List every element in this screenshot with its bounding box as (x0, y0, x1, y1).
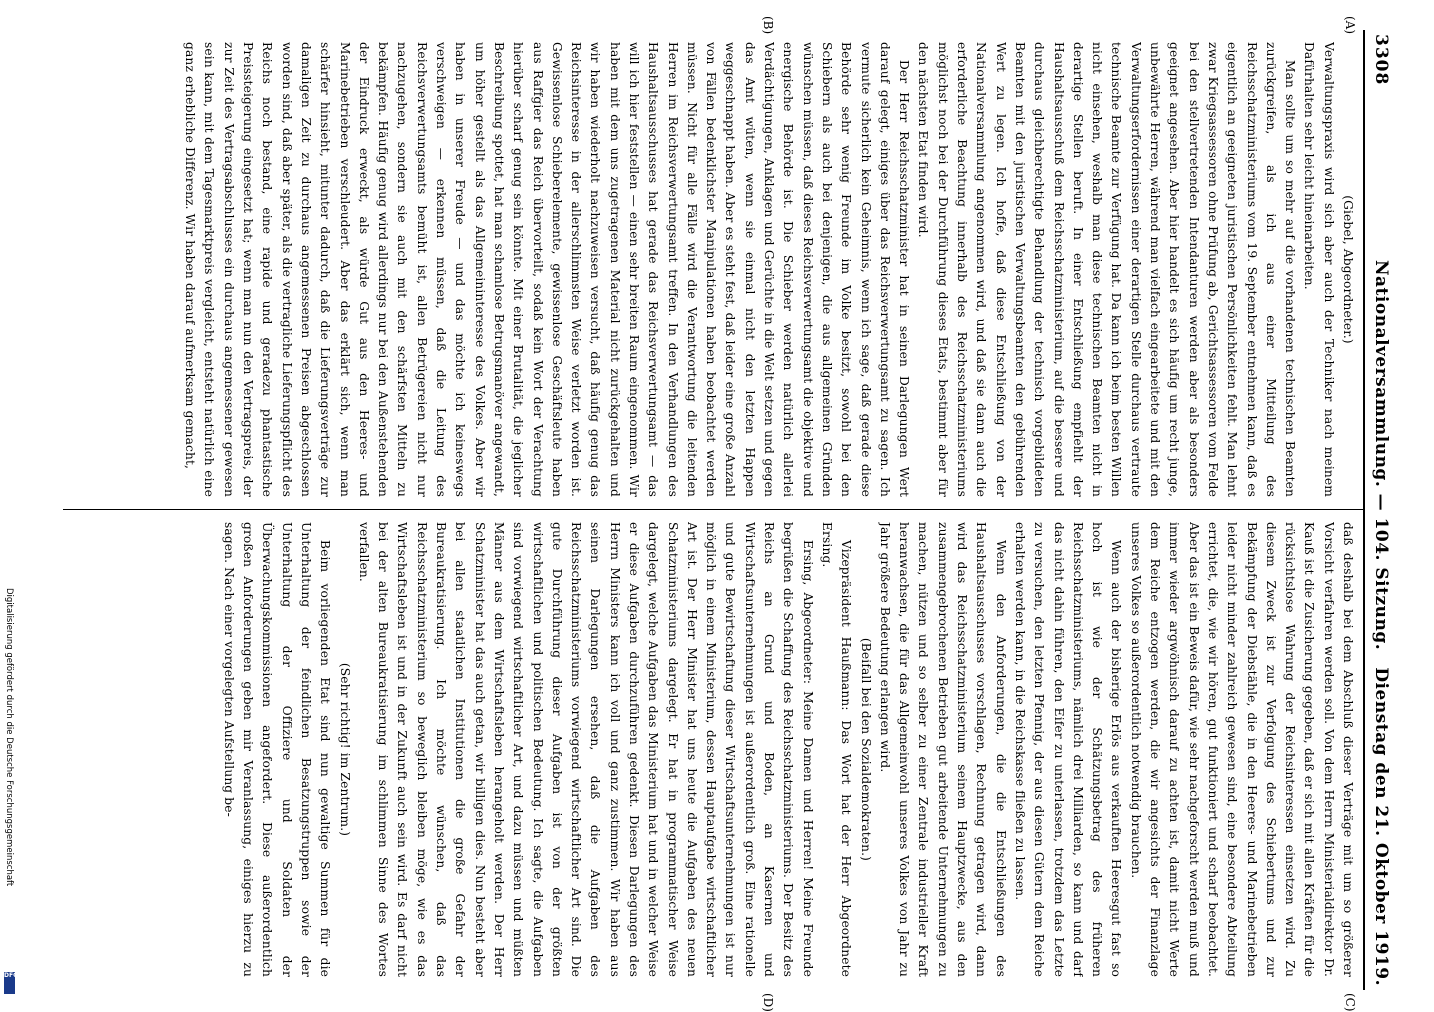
speaker-attribution: (Giebel, Abgeordneter.) (1341, 195, 1355, 344)
paragraph: Beim vorliegenden Etat sind nun gewaltige Summen für die Unterhaltung der feindlichen Besatzungstruppen sowie der Unterhaltung der Offiziere und Soldaten der Überwachungskommissionen angefordert. Diese außerordentlich großen Anforderungen geben mir Veranlassung, einiges hierzu zu sagen. Nach einer vorgelegten Aufstellung be- (221, 522, 333, 977)
margin-marker-b: (B) (761, 16, 775, 35)
paragraph: Wenn den Anforderungen, die die Entschließungen des Haushaltsausschusses vorschlagen, Rechnung getragen wird, dann wird das Reichsschatzministerium seinem Hauptzwecke, aus den zusammengebrochenen Betrieben gut arbeitende Unternehmungen zu machen, nützen und so selber zu einer Zentrale industrieller Kraft heranwachsen, die für das Allgemeinwohl unseres Volkes von Jahr zu Jahr größere Bedeutung erlangen wird. (877, 522, 1008, 977)
margin-marker-d: (D) (761, 993, 775, 1012)
paragraph: Man sollte um so mehr auf die vorhandenen technischen Beamten zurückgreifen, als ich aus einer Mitteilung des Reichsschatzministeriums vom 19. September entnehmen kann, daß es eigentlich an geeigneten juristischen Persönlichkeiten fehlt. Man lehnt zwar Kriegsassessoren ohne Prüfung ab, Gerichtsassessoren vom Felde bei den stellvertretenden Intendanturen werden aber als besonders geeignet angesehen. Aber hier handelt es sich häufig um recht junge, unbewährte Herren, während man vielfach eingearbeitete und mit den Verwaltungserfordernissen einer derartigen Stelle durchaus vertraute technische Beamte zur Verfügung hat. Da kann ich beim besten Willen nicht einsehen, weshalb man diese technischen Beamten nicht in derartige Stellen beruft. In einer Entschließung empfiehlt der Haushaltsausschuß dem Reichsschatzministerium, auf die bessere und durchaus gleichberechtigte Behandlung der technisch vorgebildeten Beamten mit den juristischen Verwaltungsbeamten den gebührenden Wert zu legen. Ich hoffe, daß diese Entschließung von der Nationalversammlung angenommen wird, und daß sie dann auch die erforderliche Beachtung innerhalb des Reichsschatzministeriums möglichst noch bei der Durchführung dieses Etats, bestimmt aber für den nächsten Etat finden wird. (916, 42, 1298, 497)
applause-note: (Beifall bei den Sozialdemokraten.) (858, 637, 873, 862)
paragraph: daß deshalb bei dem Abschluß dieser Verträge mit um so größerer Vorsicht verfahren werden soll. Von dem Herrn Ministerialdirektor Dr. Kauß ist die Zusicherung gegeben, daß er sich mit allen Kräften für die rücksichtslose Wahrung der Reichsinteressen einsetzen wird. Zu diesem Zweck ist zur Verfolgung des Schiebertums und zur Bekämpfung der Diebstähle, die in den Heeres- und Marinebetrieben leider nicht minder zahlreich gewesen sind, eine besondere Abteilung errichtet, die, wie wir hören, gut funktioniert und scharf beobachtet. Aber das ist ein Beweis dafür, wie sehr nachgeforscht werden muß und immer wieder argwöhnisch darauf zu achten ist, damit nicht Werte dem Reiche entzogen werden, die wir angesichts der Finanzlage unseres Volkes so außerordentlich notwendig brauchen. (1128, 522, 1355, 977)
left-column (67, 42, 1357, 497)
margin-marker-c: (C) (1343, 993, 1357, 1012)
paragraph: Ersing, Abgeordneter: Meine Damen und Herren! Meine Freunde begrüßen die Schaffung des Reichsschatzministeriums. Der Besitz des Reichs an Grund und Boden, an Kasernen und Wirtschaftsunternehmungen ist außerordentlich groß. Eine rationelle und gute Bewirtschaftung dieser Wirtschaftsunternehmungen ist nur möglich in einem Ministerium, dessen Hauptaufgabe wirtschaftlicher Art ist. Der Herr Minister hat uns heute die Aufgaben des neuen Schatzministeriums dargelegt. Er hat in programmatischer Weise dargelegt, welche Aufgaben das Ministerium hat und in welcher Weise er diese Aufgaben durchzuführen gedenkt. Diesen Darlegungen des Herrn Ministers kann ich voll und ganz zustimmen. Wir haben aus seinen Darlegungen ersehen, daß die Aufgaben des Reichsschatzministeriums vorwiegend wirtschaftlicher Art sind. Die gute Durchführung dieser Aufgaben ist von der größten wirtschaftlichen und politischen Bedeutung. Ich sagte, die Aufgaben sind vorwiegend wirtschaftlicher Art, und dazu müssen und müßten Männer aus dem Wirtschaftsleben herangeholt werden. Der Herr Schatzminister hat das auch getan, wir billigen dies. Nun besteht aber bei allen staatlichen Institutionen die große Gefahr der Bureaukratisierung. Ich möchte wünschen, daß das Reichsschatzministerium so beweglich bleiben möge, wie es das Wirtschaftsleben ist und in der Zukunft auch sein wird. Es darf nicht bei der alten Bureaukratisierung im schlimmen Sinne des Wortes verfallen. (356, 522, 815, 977)
page-header (1363, 30, 1395, 990)
paragraph: Verwaltungspraxis wird sich aber auch der Techniker nach meinem Dafürhalten sehr leicht hineinarbeiten. (1302, 42, 1336, 497)
right-column (67, 522, 1357, 977)
digitization-credit (4, 588, 19, 988)
column-divider (63, 509, 1363, 510)
rotated-document (50, 16, 1395, 1012)
paragraph: Wenn auch der bisherige Erlös aus verkauften Heeresgut fast so hoch ist wie der Schätzungsbetrag des früheren Reichsschatzministeriums, nämlich drei Milliarden, so kann und darf das nicht dahin führen, den Eifer zu unterlassen, trotzdem das Letzte zu versuchen, den letzten Pfennig, der aus diesen Gütern dem Reiche erhalten werden kann, in die Reichskasse fließen zu lassen. (1012, 522, 1124, 977)
margin-marker-a: (A) (1343, 16, 1357, 35)
session-title: Nationalversammlung. — 104. Sitzung. (1371, 260, 1391, 651)
digitization-credit-text: Digitalisierung gefördert durch die Deutsche Forschungsgemeinschaft (4, 588, 14, 887)
speaker-announcement: Vizepräsident Haußmann: Das Wort hat der Herr Abgeordnete Ersing. (819, 522, 854, 977)
page-number: 3308 (1371, 34, 1391, 86)
dfg-logo-text: DFG (4, 972, 19, 979)
interjection-note: (Sehr richtig! im Zentrum.) (337, 662, 352, 837)
dfg-logo (4, 972, 19, 994)
paragraph: Der Herr Reichsschatzminister hat in seinen Darlegungen Wert darauf gelegt, einiges über das Reichsverwertungsamt zu sagen. Ich vermute sicherlich kein Geheimnis, wenn ich sage, daß gerade diese Behörde sehr wenig Freunde im Volke besitzt, sowohl bei den Schiebern als auch bei denjenigen, die aus allgemeinen Gründen wünschen müssen, daß dieses Reichsverwertungsamt die objektive und energische Behörde ist. Die Schieber werden natürlich allerlei Verdächtigungen, Anklagen und Gerüchte in die Welt setzen und gegen das Amt wüten, wenn sie einmal nicht den letzten Happen weggeschnappt haben. Aber es steht fest, daß leider eine große Anzahl von Fällen bedenklichster Manipulationen haben beobachtet werden müssen. Nicht für alle Fälle wird die Verantwortung die leitenden Herren im Reichsverwertungsamt treffen. In den Verhandlungen des Haushaltsausschusses hat gerade das Reichsverwertungsamt — das will ich hier feststellen — einen sehr breiten Raum eingenommen. Wir haben mit dem uns zugetragenen Material nicht zurückgehalten und wir haben wiederholt nachzuweisen versucht, daß häufig genug das Reichsinteresse in der allerschlimmsten Weise verletzt worden ist. Gewissenlose Schieberelemente, gewissenlose Geschäftsleute haben aus Raffgier das Reich übervorteilt, sodaß kein Wort der Verachtung hierüber scharf genug sein könnte. Mit einer Brutalität, die jeglicher Beschreibung spottet, hat man schamlose Betrugsmanöver angewandt, um höher gestellt als das Allgemeininteresse des Volkes. Aber wir haben in unserer Freude — und das möchte ich keineswegs verschweigen — erkennen müssen, daß die Leitung des Reichsverwertungsamts bemüht ist, allen Betrügereien nicht nur nachzugehen, sondern sie auch mit den schärfsten Mitteln zu bekämpfen. Häufig genug wird allerdings nur bei den Außenstehenden der Eindruck erweckt, als würde Gut aus den Heeres- und Marinebetrieben verschleudert. Aber das erklärt sich, wenn man schärfer hinsieht, mitunter dadurch, daß die Lieferungsverträge zur damaligen Zeit zu durchaus angemessenen Preisen abgeschlossen worden sind, daß aber später, als die vertragliche Lieferungspflicht des Reichs noch bestand, eine rapide und geradezu phantastische Preissteigerung eingesetzt hat; wenn man nun den Vertragspreis, der zur Zeit des Vertragsabschlusses ein durchaus angemessener gewesen sein kann, mit dem Tagesmarktpreis vergleicht, entsteht natürlich eine ganz erhebliche Differenz. Wir haben darauf aufmerksam gemacht, (183, 42, 912, 497)
session-date: Dienstag den 21. Oktober 1919. (1371, 667, 1391, 986)
